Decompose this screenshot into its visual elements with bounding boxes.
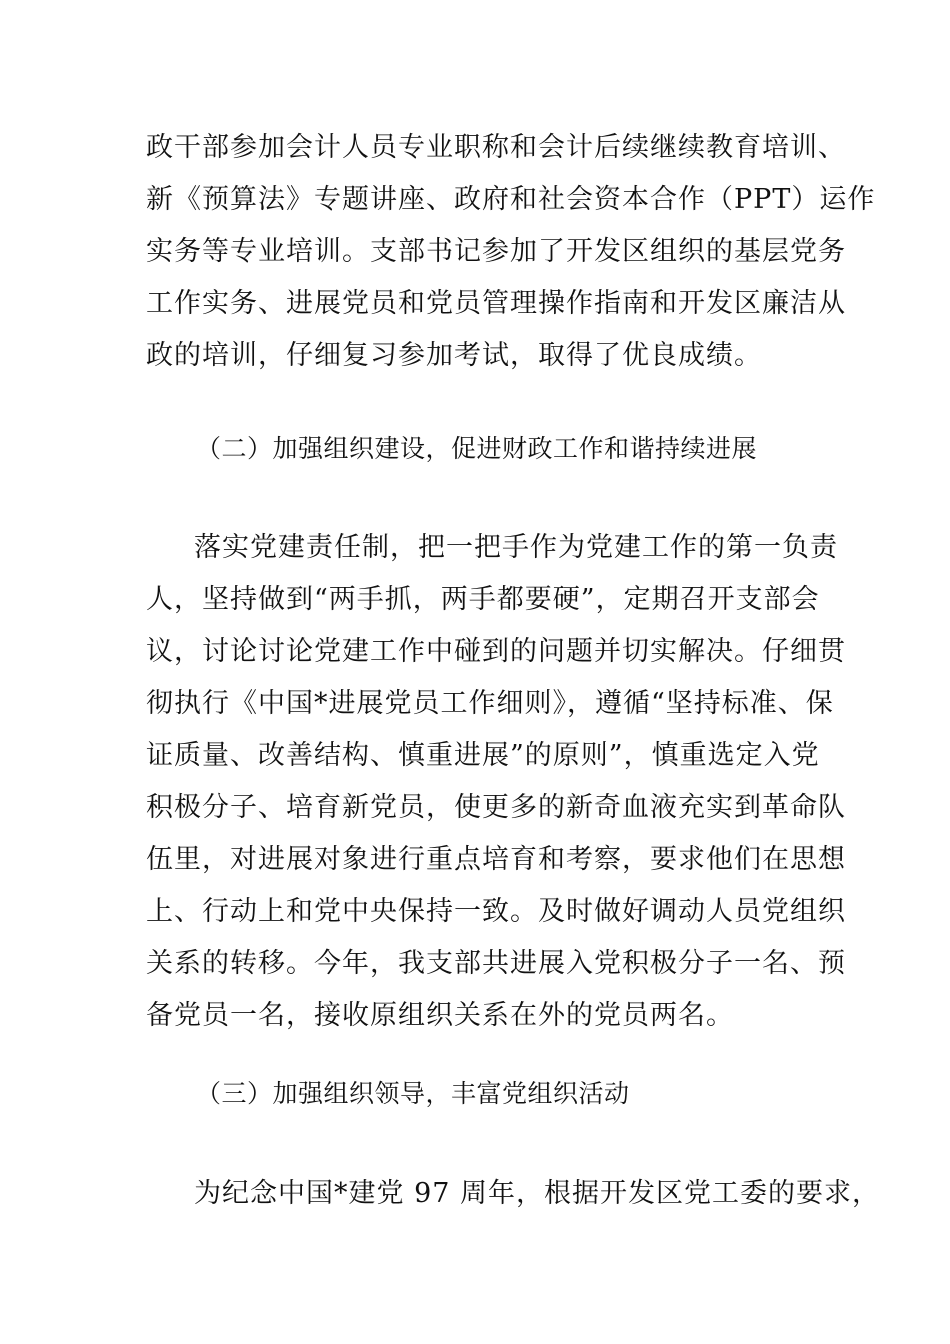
paragraph2-line: 备党员一名，接收原组织关系在外的党员两名。 <box>146 1000 734 1031</box>
paragraph1-line: 政的培训，仔细复习参加考试，取得了优良成绩。 <box>146 340 762 371</box>
paragraph1-line: 实务等专业培训。支部书记参加了开发区组织的基层党务 <box>146 236 846 267</box>
paragraph3-line: 为纪念中国*建党 97 周年，根据开发区党工委的要求， <box>194 1178 881 1209</box>
paragraph2-line: 上、行动上和党中央保持一致。及时做好调动人员党组织 <box>146 896 846 927</box>
paragraph2-line: 积极分子、培育新党员，使更多的新奇血液充实到革命队 <box>146 792 846 823</box>
paragraph2-line: 落实党建责任制，把一把手作为党建工作的第一负责 <box>194 532 838 563</box>
section-heading-3: （三）加强组织领导，丰富党组织活动 <box>196 1079 630 1108</box>
paragraph2-line: 伍里，对进展对象进行重点培育和考察，要求他们在思想 <box>146 844 846 875</box>
paragraph2-line: 人，坚持做到“两手抓，两手都要硬”，定期召开支部会 <box>146 584 820 615</box>
paragraph2-line: 证质量、改善结构、慎重进展”的原则”，慎重选定入党 <box>146 740 820 771</box>
paragraph2-line: 关系的转移。今年，我支部共进展入党积极分子一名、预 <box>146 948 846 979</box>
paragraph1-line: 政干部参加会计人员专业职称和会计后续继续教育培训、 <box>146 132 846 163</box>
paragraph1-line: 工作实务、进展党员和党员管理操作指南和开发区廉洁从 <box>146 288 846 319</box>
paragraph2-line: 彻执行《中国*进展党员工作细则》，遵循“坚持标准、保 <box>146 688 834 719</box>
paragraph1-line: 新《预算法》专题讲座、政府和社会资本合作（PPT）运作 <box>146 184 876 215</box>
paragraph2-line: 议，讨论讨论党建工作中碰到的问题并切实解决。仔细贯 <box>146 636 846 667</box>
section-heading-2: （二）加强组织建设，促进财政工作和谐持续进展 <box>196 434 758 463</box>
